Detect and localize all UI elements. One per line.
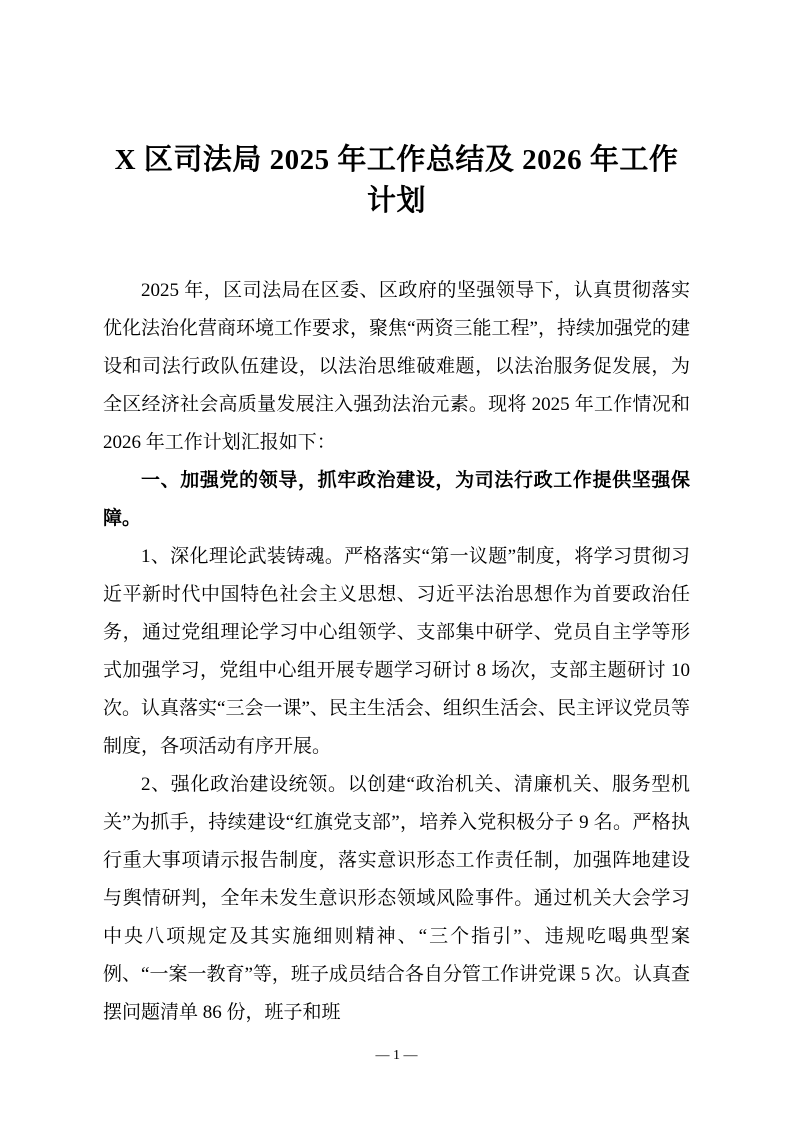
document-paragraph: 2、强化政治建设统领。以创建“政治机关、清廉机关、服务型机关”为抓手，持续建设“红旗党支部”，培养入党积极分子 9 名。严格执行重大事项请示报告制度，落实意识形态工作责任制，加强阵地建设与舆情研判，全年未发生意识形态领域风险事件。通过机关大会学习中央八项规定及其实施细则精神、“三个指引”、违规吃喝典型案例、“一案一教育”等，班子成员结合各自分管工作讲党课 5 次。认真查摆问题清单 86 份，班子和班 xyxy=(103,774,690,1024)
document-paragraph: 1、深化理论武装铸魂。严格落实“第一议题”制度，将学习贯彻习近平新时代中国特色社会主义思想、习近平法治思想作为首要政治任务，通过党组理论学习中心组领学、支部集中研学、党员自主学等形式加强学习，党组中心组开展专题学习研讨 8 场次，支部主题研讨 10 次。认真落实“三会一课”、民主生活会、组织生活会、民主评议党员等制度，各项活动有序开展。 xyxy=(103,546,690,758)
page-footer xyxy=(0,1048,793,1064)
document-paragraph: 一、加强党的领导，抓牢政治建设，为司法行政工作提供坚强保障。 xyxy=(103,470,690,530)
document-title: X 区司法局 2025 年工作总结及 2026 年工作计划 xyxy=(114,144,679,218)
document-paragraph: 2025 年，区司法局在区委、区政府的坚强领导下，认真贯彻落实优化法治化营商环境工作要求，聚焦“两资三能工程”，持续加强党的建设和司法行政队伍建设，以法治思维破难题，以法治服务促发展，为全区经济社会高质量发展注入强劲法治元素。现将 2025 年工作情况和 2026 年工作计划汇报如下： xyxy=(103,280,690,454)
page-number: — 1 — xyxy=(375,1048,418,1063)
document-body xyxy=(103,272,690,1032)
